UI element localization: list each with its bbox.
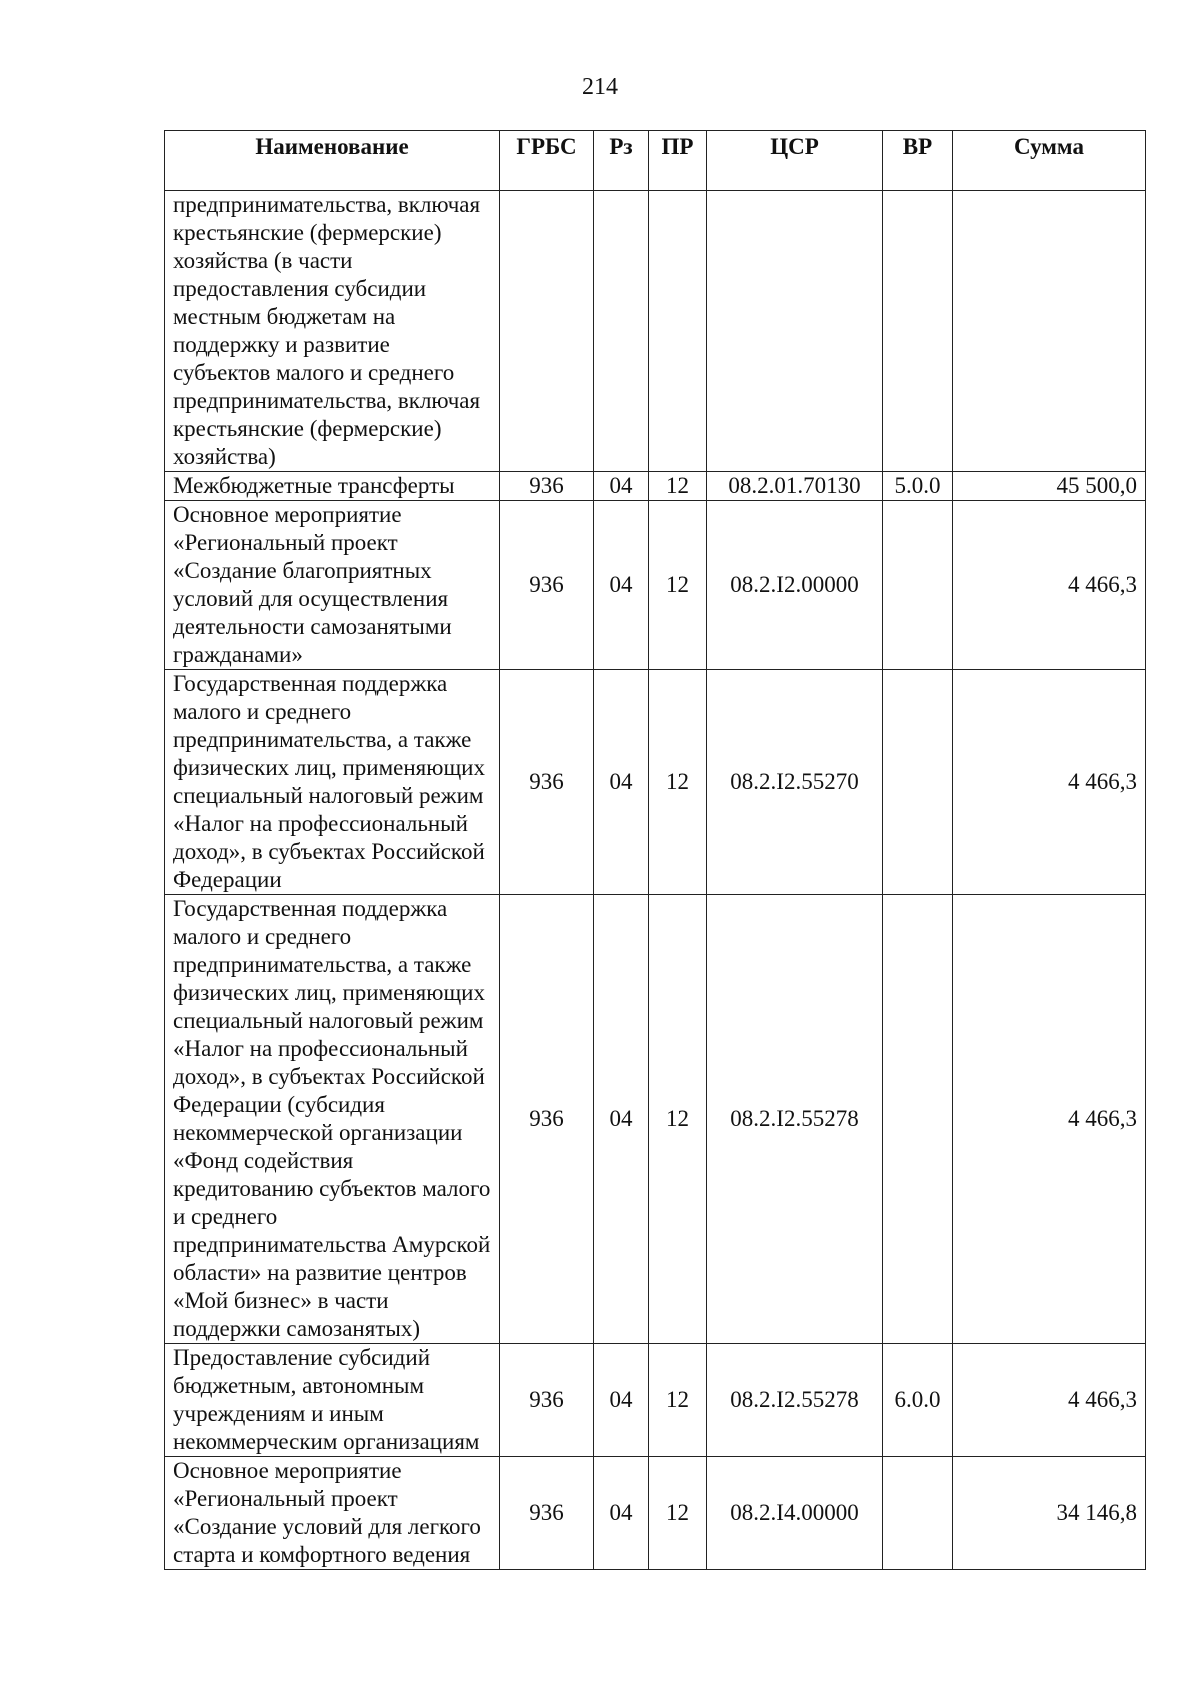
row-grbs: 936 (500, 501, 594, 670)
row-grbs: 936 (500, 1457, 594, 1570)
row-sum: 45 500,0 (953, 472, 1146, 501)
table-row (165, 1457, 1146, 1570)
row-name: Государственная поддержка малого и среднего предпринимательства, а также физических лиц, применяющих специальный налоговый режим «Налог на профессиональный доход», в субъектах Российской Федерации (165, 670, 500, 895)
row-vr (883, 670, 953, 895)
row-name: Основное мероприятие «Региональный проект «Создание благоприятных условий для осуществления деятельности самозанятыми гражданами» (165, 501, 500, 670)
row-pr: 12 (649, 1344, 707, 1457)
row-rz: 04 (594, 670, 649, 895)
row-rz: 04 (594, 895, 649, 1344)
table-row (165, 1344, 1146, 1457)
table-row (165, 501, 1146, 670)
row-csr: 08.2.I2.55270 (707, 670, 883, 895)
row-vr (883, 1457, 953, 1570)
row-pr: 12 (649, 472, 707, 501)
row-sum: 4 466,3 (953, 895, 1146, 1344)
header-name: Наименование (165, 131, 500, 191)
header-vr: ВР (883, 131, 953, 191)
row-pr: 12 (649, 1457, 707, 1570)
row-sum: 4 466,3 (953, 501, 1146, 670)
row-csr: 08.2.I2.55278 (707, 1344, 883, 1457)
header-rz: Рз (594, 131, 649, 191)
row-sum: 4 466,3 (953, 670, 1146, 895)
row-sum: 34 146,8 (953, 1457, 1146, 1570)
row-pr: 12 (649, 670, 707, 895)
header-row (165, 131, 1146, 191)
page-number: 214 (582, 74, 618, 100)
table-row (165, 472, 1146, 501)
row-rz: 04 (594, 472, 649, 501)
row-rz (594, 191, 649, 472)
row-name: предпринимательства, включая крестьянские (фермерские) хозяйства (в части предоставления субсидии местным бюджетам на поддержку и развитие субъектов малого и среднего предпринимательства, включая крестьянские (фермерские) хозяйства) (165, 191, 500, 472)
table-row (165, 191, 1146, 472)
row-name: Основное мероприятие «Региональный проект «Создание условий для легкого старта и комфортного ведения (165, 1457, 500, 1570)
row-csr: 08.2.I2.55278 (707, 895, 883, 1344)
table-row (165, 670, 1146, 895)
row-pr (649, 191, 707, 472)
table-row (165, 895, 1146, 1344)
row-grbs: 936 (500, 670, 594, 895)
row-csr: 08.2.I2.00000 (707, 501, 883, 670)
row-vr (883, 191, 953, 472)
row-pr: 12 (649, 501, 707, 670)
header-pr: ПР (649, 131, 707, 191)
header-grbs: ГРБС (500, 131, 594, 191)
row-sum (953, 191, 1146, 472)
row-name: Предоставление субсидий бюджетным, автономным учреждениям и иным некоммерческим организациям (165, 1344, 500, 1457)
row-rz: 04 (594, 1344, 649, 1457)
row-grbs: 936 (500, 1344, 594, 1457)
row-grbs: 936 (500, 895, 594, 1344)
row-pr: 12 (649, 895, 707, 1344)
row-sum: 4 466,3 (953, 1344, 1146, 1457)
row-csr: 08.2.I4.00000 (707, 1457, 883, 1570)
row-rz: 04 (594, 501, 649, 670)
row-grbs (500, 191, 594, 472)
row-grbs: 936 (500, 472, 594, 501)
row-vr (883, 895, 953, 1344)
row-rz: 04 (594, 1457, 649, 1570)
row-vr: 5.0.0 (883, 472, 953, 501)
row-csr (707, 191, 883, 472)
header-csr: ЦСР (707, 131, 883, 191)
row-name: Межбюджетные трансферты (165, 472, 500, 501)
header-sum: Сумма (953, 131, 1146, 191)
row-vr: 6.0.0 (883, 1344, 953, 1457)
row-name: Государственная поддержка малого и среднего предпринимательства, а также физических лиц, применяющих специальный налоговый режим «Налог на профессиональный доход», в субъектах Российской Федерации (субсидия некоммерческой организации «Фонд содействия кредитованию субъектов малого и среднего предпринимательства Амурской области» на развитие центров «Мой бизнес» в части поддержки самозанятых) (165, 895, 500, 1344)
row-csr: 08.2.01.70130 (707, 472, 883, 501)
row-vr (883, 501, 953, 670)
budget-table (164, 130, 1146, 1570)
